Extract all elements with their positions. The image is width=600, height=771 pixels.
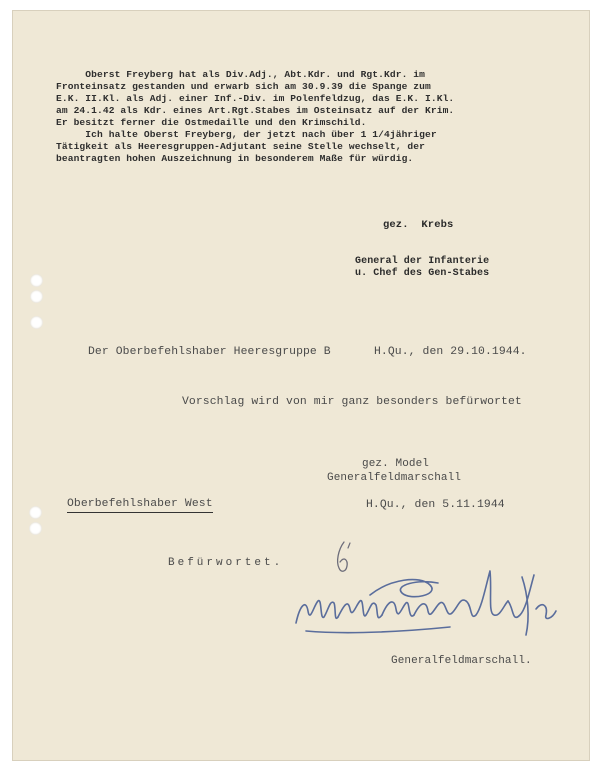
- punch-hole: [30, 274, 43, 287]
- paragraph-line: Fronteinsatz gestanden und erwarb sich am 30.9.39 die Spange zum: [56, 81, 431, 92]
- krebs-gez: gez. Krebs: [383, 219, 454, 231]
- west-rank: Generalfeldmarschall.: [391, 655, 532, 667]
- punch-hole: [30, 316, 43, 329]
- west-place-date: H.Qu., den 5.11.1944: [366, 499, 505, 511]
- paragraph-line: am 24.1.42 als Kdr. eines Art.Rgt.Stabes im Osteinsatz auf der Krim.: [56, 105, 455, 116]
- paragraph-line: Tätigkeit als Heeresgruppen-Adjutant seine Stelle wechselt, der: [56, 141, 426, 152]
- west-header: Oberbefehlshaber West: [67, 498, 213, 513]
- model-gez: gez. Model: [362, 458, 430, 470]
- model-header: Der Oberbefehlshaber Heeresgruppe B: [88, 346, 331, 358]
- model-endorsement: Vorschlag wird von mir ganz besonders befürwortet: [182, 396, 522, 408]
- paragraph-line: Ich halte Oberst Freyberg, der jetzt nach über 1 1/4jähriger: [56, 129, 437, 140]
- model-place-date: H.Qu., den 29.10.1944.: [374, 346, 527, 358]
- west-endorsement: Befürwortet.: [168, 557, 284, 569]
- paragraph-line: beantragten hohen Auszeichnung in besonderem Maße für würdig.: [56, 153, 414, 164]
- paragraph-line: Oberst Freyberg hat als Div.Adj., Abt.Kdr. und Rgt.Kdr. im: [56, 69, 426, 80]
- punch-hole: [30, 290, 43, 303]
- handwritten-signature: [290, 565, 570, 655]
- model-rank: Generalfeldmarschall: [327, 472, 462, 484]
- paragraph-line: E.K. II.Kl. als Adj. einer Inf.-Div. im Polenfeldzug, das E.K. I.Kl.: [56, 93, 455, 104]
- punch-hole: [29, 506, 42, 519]
- punch-hole: [29, 522, 42, 535]
- krebs-title: u. Chef des Gen-Stabes: [355, 268, 490, 279]
- paragraph-line: Er besitzt ferner die Ostmedaille und den Krimschild.: [56, 117, 367, 128]
- krebs-rank: General der Infanterie: [355, 256, 490, 267]
